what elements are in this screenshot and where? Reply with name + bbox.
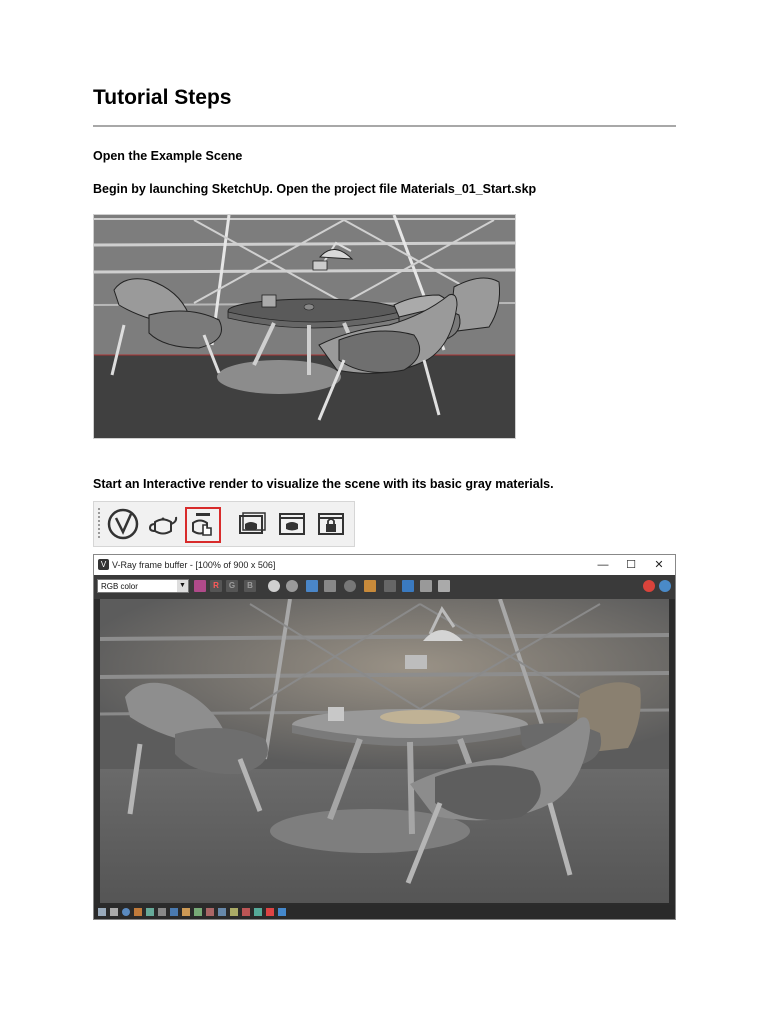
step2-text: Start an Interactive render to visualize the scene with its basic gray materials. — [93, 477, 554, 491]
vfb-toolbar — [94, 575, 675, 599]
rendered-image — [100, 599, 669, 903]
stop-render-icon[interactable] — [643, 580, 655, 592]
status-icon[interactable] — [218, 908, 226, 916]
page-heading: Tutorial Steps — [93, 86, 232, 109]
track-mouse-icon[interactable] — [364, 580, 376, 592]
save-image-icon[interactable] — [306, 580, 318, 592]
sketchup-viewport-image — [93, 214, 516, 439]
vfb-window-title: V-Ray frame buffer - [100% of 900 x 506] — [112, 560, 276, 570]
channel-select[interactable] — [97, 579, 189, 593]
status-icon[interactable] — [278, 908, 286, 916]
render-teapot-small-icon[interactable] — [659, 580, 671, 592]
mono-channel-icon[interactable] — [286, 580, 298, 592]
status-icon[interactable] — [254, 908, 262, 916]
clear-image-icon[interactable] — [344, 580, 356, 592]
render-teapot-icon[interactable] — [146, 507, 182, 543]
blue-channel-button[interactable]: B — [244, 580, 256, 592]
vray-logo-icon[interactable] — [106, 507, 142, 543]
region-render-icon[interactable] — [384, 580, 396, 592]
status-icon[interactable] — [230, 908, 238, 916]
frame-buffer-icon[interactable] — [275, 507, 311, 543]
toolbar-grip[interactable] — [98, 508, 100, 540]
vray-toolbar — [93, 501, 355, 547]
vfb-titlebar — [94, 555, 675, 575]
green-channel-button[interactable]: G — [226, 580, 238, 592]
status-icon[interactable] — [242, 908, 250, 916]
compare-icon[interactable] — [438, 580, 450, 592]
lock-render-icon[interactable] — [314, 507, 350, 543]
status-icon[interactable] — [110, 908, 118, 916]
channel-select-value: RGB color — [101, 582, 138, 591]
section-title: Open the Example Scene — [93, 149, 243, 163]
interactive-render-icon[interactable] — [185, 507, 221, 543]
vray-app-icon: V — [98, 559, 109, 570]
heading-divider — [93, 125, 676, 127]
color-picker-icon[interactable] — [194, 580, 206, 592]
status-icon[interactable] — [266, 908, 274, 916]
red-channel-button[interactable]: R — [210, 580, 222, 592]
maximize-button[interactable]: ☐ — [626, 559, 636, 571]
minimize-button[interactable]: — — [597, 559, 609, 571]
history-icon[interactable] — [402, 580, 414, 592]
alpha-channel-icon[interactable] — [268, 580, 280, 592]
vray-frame-buffer-window — [93, 554, 676, 920]
status-icon[interactable] — [194, 908, 202, 916]
status-icon[interactable] — [182, 908, 190, 916]
status-icon[interactable] — [98, 908, 106, 916]
vfb-status-bar — [94, 905, 675, 919]
batch-render-icon[interactable] — [234, 507, 270, 543]
status-icon[interactable] — [158, 908, 166, 916]
chevron-down-icon: ▼ — [177, 580, 188, 592]
step1-text: Begin by launching SketchUp. Open the project file Materials_01_Start.skp — [93, 182, 537, 196]
status-icon[interactable] — [122, 908, 130, 916]
lens-effects-icon[interactable] — [420, 580, 432, 592]
load-image-icon[interactable] — [324, 580, 336, 592]
close-button[interactable]: ✕ — [654, 559, 664, 571]
status-icon[interactable] — [134, 908, 142, 916]
status-icon[interactable] — [170, 908, 178, 916]
status-icon[interactable] — [146, 908, 154, 916]
status-icon[interactable] — [206, 908, 214, 916]
